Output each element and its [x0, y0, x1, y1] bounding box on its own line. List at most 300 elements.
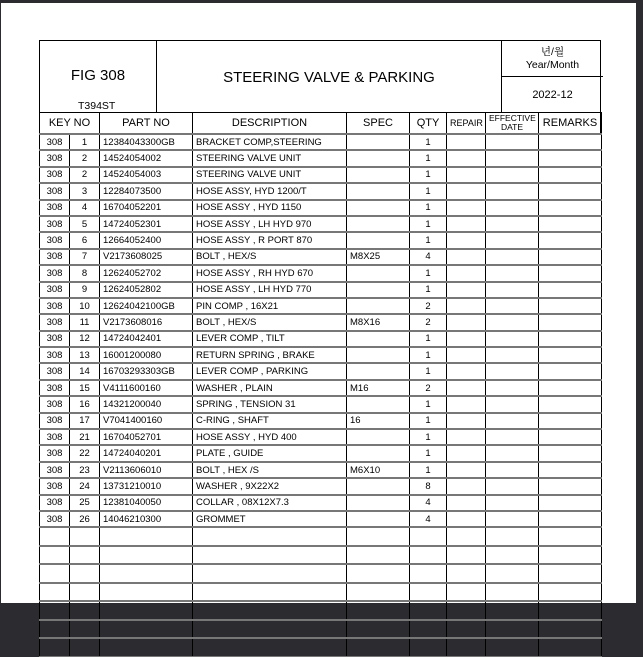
cell-fig: 308 [40, 249, 70, 265]
cell-key: 3 [70, 183, 100, 199]
cell-remarks [539, 134, 602, 150]
cell-remarks [539, 601, 602, 620]
cell-fig: 308 [40, 511, 70, 527]
cell-part-no: 14724040201 [100, 445, 193, 461]
cell-key: 12 [70, 331, 100, 347]
cell-qty [410, 638, 447, 656]
cell-effective-date [486, 183, 539, 199]
table-row [40, 232, 602, 248]
cell-qty: 2 [410, 380, 447, 396]
cell-part-no: V2113606010 [100, 462, 193, 478]
cell-remarks [539, 265, 602, 281]
cell-key: 14 [70, 363, 100, 379]
cell-key: 17 [70, 413, 100, 429]
cell-repair [447, 347, 486, 363]
col-remarks: REMARKS [539, 113, 602, 135]
cell-remarks [539, 546, 602, 565]
cell-description [193, 638, 347, 656]
cell-remarks [539, 314, 602, 330]
cell-description: HOSE ASSY , LH HYD 970 [193, 216, 347, 232]
cell-part-no: V7041400160 [100, 413, 193, 429]
table-row [40, 216, 602, 232]
cell-fig: 308 [40, 445, 70, 461]
cell-fig: 308 [40, 232, 70, 248]
cell-description: STEERING VALVE UNIT [193, 167, 347, 183]
cell-description: RETURN SPRING , BRAKE [193, 347, 347, 363]
cell-remarks [539, 249, 602, 265]
cell-part-no: 16001200080 [100, 347, 193, 363]
cell-remarks [539, 462, 602, 478]
cell-remarks [539, 429, 602, 445]
cell-spec: M6X10 [347, 462, 410, 478]
cell-description: STEERING VALVE UNIT [193, 150, 347, 166]
cell-spec [347, 601, 410, 620]
cell-description: HOSE ASSY , RH HYD 670 [193, 265, 347, 281]
cell-key [70, 620, 100, 639]
cell-part-no: 14524054002 [100, 150, 193, 166]
cell-fig: 308 [40, 150, 70, 166]
cell-effective-date [486, 298, 539, 314]
cell-key: 22 [70, 445, 100, 461]
cell-description: C-RING , SHAFT [193, 413, 347, 429]
cell-spec [347, 183, 410, 199]
cell-key: 4 [70, 200, 100, 216]
cell-key: 2 [70, 167, 100, 183]
cell-spec [347, 478, 410, 494]
cell-repair [447, 429, 486, 445]
cell-effective-date [486, 601, 539, 620]
document-page [1, 3, 636, 603]
cell-remarks [539, 183, 602, 199]
cell-repair [447, 183, 486, 199]
cell-effective-date [486, 583, 539, 602]
cell-qty: 1 [410, 462, 447, 478]
cell-part-no [100, 638, 193, 656]
cell-part-no [100, 601, 193, 620]
cell-qty: 1 [410, 347, 447, 363]
empty-table-row [40, 527, 602, 546]
table-row [40, 363, 602, 379]
table-row [40, 331, 602, 347]
cell-remarks [539, 380, 602, 396]
cell-spec [347, 620, 410, 639]
cell-description [193, 546, 347, 565]
cell-part-no [100, 527, 193, 546]
cell-description: WASHER , PLAIN [193, 380, 347, 396]
cell-effective-date [486, 564, 539, 583]
col-part-no: PART NO [100, 113, 193, 135]
table-row [40, 314, 602, 330]
cell-spec [347, 167, 410, 183]
cell-spec [347, 282, 410, 298]
cell-spec [347, 583, 410, 602]
cell-qty: 1 [410, 331, 447, 347]
table-row [40, 478, 602, 494]
cell-qty: 4 [410, 511, 447, 527]
table-row [40, 265, 602, 281]
cell-effective-date [486, 638, 539, 656]
cell-fig: 308 [40, 495, 70, 511]
cell-description: HOSE ASSY , HYD 1150 [193, 200, 347, 216]
cell-remarks [539, 583, 602, 602]
cell-fig [40, 620, 70, 639]
cell-key [70, 638, 100, 656]
cell-description: GROMMET [193, 511, 347, 527]
cell-spec [347, 445, 410, 461]
cell-part-no: 16704052701 [100, 429, 193, 445]
cell-part-no: 12624052702 [100, 265, 193, 281]
cell-key: 11 [70, 314, 100, 330]
empty-table-row [40, 638, 602, 656]
cell-spec: M8X25 [347, 249, 410, 265]
col-spec: SPEC [347, 113, 410, 135]
cell-qty: 1 [410, 150, 447, 166]
cell-repair [447, 282, 486, 298]
cell-repair [447, 601, 486, 620]
cell-remarks [539, 200, 602, 216]
cell-fig: 308 [40, 462, 70, 478]
table-row [40, 445, 602, 461]
cell-qty [410, 546, 447, 565]
cell-repair [447, 265, 486, 281]
table-row [40, 150, 602, 166]
cell-spec [347, 429, 410, 445]
cell-part-no: 14524054003 [100, 167, 193, 183]
cell-spec [347, 150, 410, 166]
cell-effective-date [486, 511, 539, 527]
cell-spec [347, 331, 410, 347]
cell-qty [410, 564, 447, 583]
cell-part-no [100, 620, 193, 639]
cell-remarks [539, 413, 602, 429]
table-row [40, 380, 602, 396]
cell-repair [447, 478, 486, 494]
cell-repair [447, 527, 486, 546]
cell-fig: 308 [40, 298, 70, 314]
cell-repair [447, 462, 486, 478]
parts-table [39, 112, 602, 657]
cell-fig: 308 [40, 478, 70, 494]
cell-effective-date [486, 413, 539, 429]
cell-part-no: 12664052400 [100, 232, 193, 248]
cell-description: LEVER COMP , TILT [193, 331, 347, 347]
cell-repair [447, 216, 486, 232]
cell-part-no [100, 546, 193, 565]
cell-effective-date [486, 478, 539, 494]
cell-key: 1 [70, 134, 100, 150]
col-qty: QTY [410, 113, 447, 135]
figure-number: FIG 308 [70, 67, 126, 84]
cell-remarks [539, 478, 602, 494]
cell-effective-date [486, 265, 539, 281]
cell-effective-date [486, 150, 539, 166]
cell-remarks [539, 331, 602, 347]
col-repair: REPAIR [447, 113, 486, 135]
cell-key: 16 [70, 396, 100, 412]
table-row [40, 429, 602, 445]
cell-description: BRACKET COMP,STEERING [193, 134, 347, 150]
cell-part-no: 12624042100GB [100, 298, 193, 314]
cell-part-no [100, 583, 193, 602]
cell-description [193, 601, 347, 620]
cell-spec [347, 134, 410, 150]
cell-part-no: V2173608025 [100, 249, 193, 265]
cell-fig [40, 583, 70, 602]
cell-spec [347, 363, 410, 379]
cell-effective-date [486, 216, 539, 232]
cell-effective-date [486, 462, 539, 478]
cell-remarks [539, 620, 602, 639]
cell-qty: 1 [410, 396, 447, 412]
cell-fig: 308 [40, 413, 70, 429]
cell-fig: 308 [40, 216, 70, 232]
sheet-title: STEERING VALVE & PARKING [223, 69, 435, 86]
cell-repair [447, 546, 486, 565]
table-row [40, 282, 602, 298]
cell-effective-date [486, 363, 539, 379]
cell-fig: 308 [40, 363, 70, 379]
cell-spec [347, 265, 410, 281]
cell-description: HOSE ASSY, HYD 1200/T [193, 183, 347, 199]
cell-fig [40, 601, 70, 620]
cell-qty: 1 [410, 232, 447, 248]
empty-table-row [40, 620, 602, 639]
year-month-korean: 년/월 [540, 46, 565, 58]
cell-effective-date [486, 232, 539, 248]
cell-repair [447, 564, 486, 583]
cell-description: HOSE ASSY , LH HYD 770 [193, 282, 347, 298]
cell-key [70, 583, 100, 602]
cell-fig: 308 [40, 347, 70, 363]
table-row [40, 413, 602, 429]
cell-remarks [539, 363, 602, 379]
cell-fig [40, 564, 70, 583]
cell-spec [347, 200, 410, 216]
cell-description: PIN COMP , 16X21 [193, 298, 347, 314]
cell-qty: 1 [410, 183, 447, 199]
cell-fig: 308 [40, 134, 70, 150]
cell-part-no: 14046210300 [100, 511, 193, 527]
cell-description: BOLT , HEX /S [193, 462, 347, 478]
cell-fig: 308 [40, 396, 70, 412]
cell-qty: 1 [410, 445, 447, 461]
table-row [40, 298, 602, 314]
cell-description: BOLT , HEX/S [193, 314, 347, 330]
cell-key [70, 564, 100, 583]
cell-fig [40, 638, 70, 656]
cell-part-no: 12284073500 [100, 183, 193, 199]
empty-table-row [40, 546, 602, 565]
cell-key: 10 [70, 298, 100, 314]
cell-repair [447, 363, 486, 379]
cell-spec [347, 396, 410, 412]
cell-key: 13 [70, 347, 100, 363]
cell-repair [447, 620, 486, 639]
table-row [40, 462, 602, 478]
empty-table-row [40, 564, 602, 583]
cell-part-no: 12381040050 [100, 495, 193, 511]
cell-description: COLLAR , 08X12X7.3 [193, 495, 347, 511]
cell-repair [447, 638, 486, 656]
cell-part-no: 13731210010 [100, 478, 193, 494]
cell-description [193, 527, 347, 546]
cell-repair [447, 200, 486, 216]
cell-qty: 1 [410, 282, 447, 298]
cell-effective-date [486, 445, 539, 461]
figure-box [40, 41, 157, 113]
cell-qty: 1 [410, 216, 447, 232]
cell-effective-date [486, 249, 539, 265]
cell-fig [40, 546, 70, 565]
cell-repair [447, 413, 486, 429]
cell-qty: 1 [410, 265, 447, 281]
cell-effective-date [486, 546, 539, 565]
cell-repair [447, 134, 486, 150]
cell-key: 6 [70, 232, 100, 248]
cell-fig: 308 [40, 282, 70, 298]
cell-effective-date [486, 134, 539, 150]
cell-key: 15 [70, 380, 100, 396]
cell-remarks [539, 396, 602, 412]
cell-key: 25 [70, 495, 100, 511]
cell-spec [347, 298, 410, 314]
cell-qty: 1 [410, 200, 447, 216]
cell-remarks [539, 564, 602, 583]
cell-qty [410, 601, 447, 620]
table-header-row [40, 113, 602, 135]
cell-repair [447, 314, 486, 330]
cell-key: 23 [70, 462, 100, 478]
cell-key [70, 527, 100, 546]
cell-remarks [539, 347, 602, 363]
table-row [40, 495, 602, 511]
cell-part-no: 12384043300GB [100, 134, 193, 150]
cell-effective-date [486, 282, 539, 298]
cell-fig: 308 [40, 167, 70, 183]
table-row [40, 396, 602, 412]
table-row [40, 511, 602, 527]
year-month-value: 2022-12 [532, 89, 573, 101]
table-row [40, 249, 602, 265]
table-row [40, 200, 602, 216]
cell-spec [347, 511, 410, 527]
cell-repair [447, 249, 486, 265]
cell-effective-date [486, 331, 539, 347]
cell-remarks [539, 511, 602, 527]
col-key-no: KEY NO [40, 113, 100, 135]
cell-repair [447, 380, 486, 396]
cell-remarks [539, 445, 602, 461]
cell-key: 24 [70, 478, 100, 494]
cell-fig: 308 [40, 429, 70, 445]
cell-qty: 8 [410, 478, 447, 494]
year-month-label: Year/Month [525, 59, 580, 71]
cell-part-no: V4111600160 [100, 380, 193, 396]
cell-spec [347, 546, 410, 565]
table-row [40, 134, 602, 150]
cell-remarks [539, 527, 602, 546]
empty-table-row [40, 583, 602, 602]
cell-effective-date [486, 396, 539, 412]
cell-repair [447, 445, 486, 461]
cell-remarks [539, 167, 602, 183]
cell-qty: 2 [410, 314, 447, 330]
cell-spec: 16 [347, 413, 410, 429]
cell-part-no: 16704052201 [100, 200, 193, 216]
cell-repair [447, 511, 486, 527]
cell-fig: 308 [40, 265, 70, 281]
cell-spec [347, 495, 410, 511]
cell-remarks [539, 232, 602, 248]
cell-qty: 1 [410, 134, 447, 150]
cell-remarks [539, 282, 602, 298]
cell-effective-date [486, 527, 539, 546]
cell-key [70, 601, 100, 620]
cell-fig: 308 [40, 380, 70, 396]
cell-qty: 4 [410, 495, 447, 511]
cell-key: 21 [70, 429, 100, 445]
cell-effective-date [486, 620, 539, 639]
cell-remarks [539, 495, 602, 511]
cell-qty: 1 [410, 167, 447, 183]
cell-description: LEVER COMP , PARKING [193, 363, 347, 379]
cell-key: 26 [70, 511, 100, 527]
empty-table-row [40, 601, 602, 620]
cell-effective-date [486, 200, 539, 216]
cell-part-no: 16703293303GB [100, 363, 193, 379]
cell-effective-date [486, 429, 539, 445]
table-row [40, 183, 602, 199]
cell-part-no: 12624052802 [100, 282, 193, 298]
cell-spec: M8X16 [347, 314, 410, 330]
cell-description: HOSE ASSY , R PORT 870 [193, 232, 347, 248]
cell-remarks [539, 638, 602, 656]
cell-qty: 1 [410, 363, 447, 379]
cell-description: PLATE , GUIDE [193, 445, 347, 461]
cell-key: 7 [70, 249, 100, 265]
cell-spec [347, 232, 410, 248]
cell-fig: 308 [40, 314, 70, 330]
cell-repair [447, 298, 486, 314]
cell-remarks [539, 298, 602, 314]
cell-effective-date [486, 167, 539, 183]
table-row [40, 167, 602, 183]
cell-qty [410, 583, 447, 602]
cell-key: 2 [70, 150, 100, 166]
cell-effective-date [486, 380, 539, 396]
cell-qty: 1 [410, 429, 447, 445]
cell-repair [447, 232, 486, 248]
parts-sheet [39, 40, 601, 525]
cell-fig: 308 [40, 331, 70, 347]
cell-key: 8 [70, 265, 100, 281]
cell-part-no: 14724042401 [100, 331, 193, 347]
cell-qty: 1 [410, 413, 447, 429]
cell-description: WASHER , 9X22X2 [193, 478, 347, 494]
cell-part-no: 14724052301 [100, 216, 193, 232]
cell-key [70, 546, 100, 565]
cell-effective-date [486, 495, 539, 511]
cell-qty: 4 [410, 249, 447, 265]
year-month-box [501, 41, 603, 113]
cell-part-no [100, 564, 193, 583]
cell-description: SPRING , TENSION 31 [193, 396, 347, 412]
table-row [40, 347, 602, 363]
cell-key: 9 [70, 282, 100, 298]
cell-description [193, 564, 347, 583]
cell-spec [347, 527, 410, 546]
cell-key: 5 [70, 216, 100, 232]
